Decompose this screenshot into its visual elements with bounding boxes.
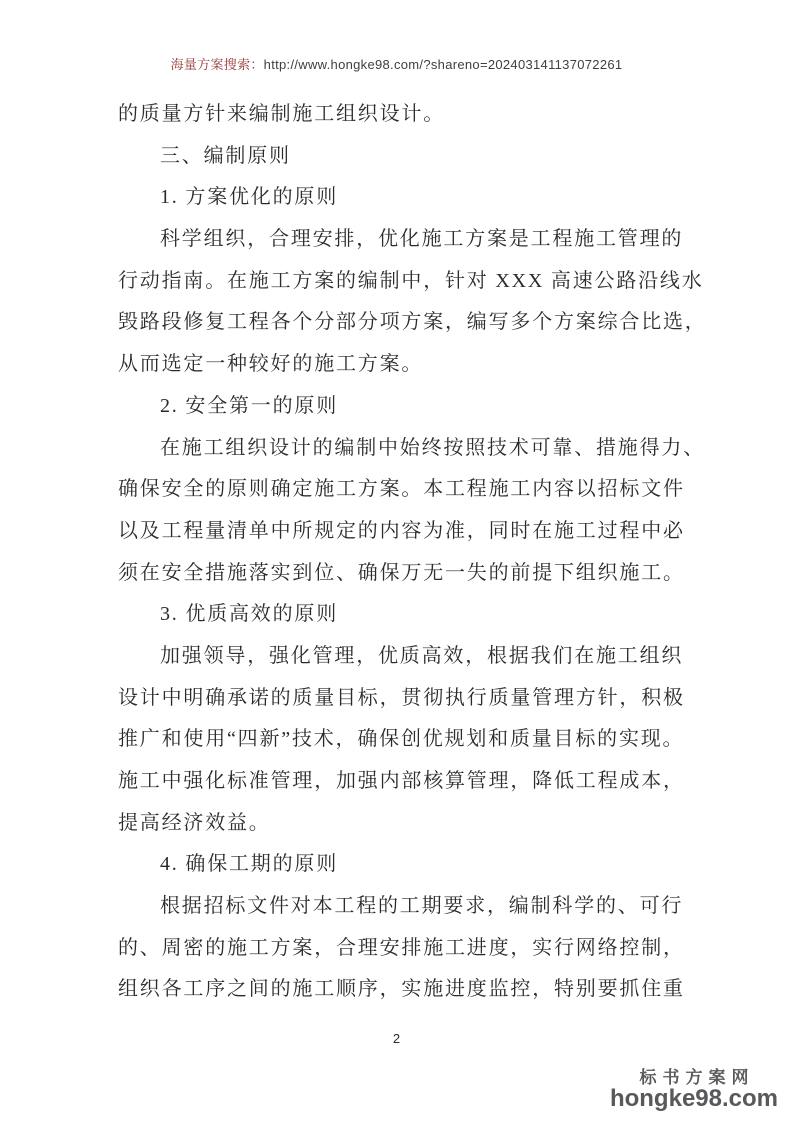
- body-line: 须在安全措施落实到位、确保万无一失的前提下组织施工。: [118, 561, 685, 584]
- body-line: 设计中明确承诺的质量目标，贯彻执行质量管理方针，积极: [118, 686, 685, 709]
- body-line: 毁路段修复工程各个分部分项方案，编写多个方案综合比选，: [118, 311, 707, 334]
- subsection-heading: 4. 确保工期的原则: [160, 853, 338, 876]
- body-line: 的质量方针来编制施工组织设计。: [118, 103, 445, 125]
- site-logo: [610, 1069, 778, 1111]
- site-logo-domain-text: hongke98.com: [609, 1085, 778, 1112]
- section-heading: 三、编制原则: [160, 144, 291, 167]
- header-share-url: http://www.hongke98.com/?shareno=202403141137072261: [263, 57, 623, 72]
- body-line: 科学组织，合理安排，优化施工方案是工程施工管理的: [160, 228, 684, 251]
- subsection-heading: 2. 安全第一的原则: [160, 394, 338, 417]
- body-line: 根据招标文件对本工程的工期要求，编制科学的、可行: [160, 895, 684, 918]
- site-logo-chinese-text: 标书方案网: [639, 1068, 755, 1087]
- subsection-heading: 3. 优质高效的原则: [160, 603, 338, 626]
- body-line: 在施工组织设计的编制中始终按照技术可靠、措施得力、: [160, 436, 705, 459]
- document-header: [0, 54, 793, 73]
- body-line: 推广和使用“四新”技术，确保创优规划和质量目标的实现。: [118, 728, 685, 751]
- body-line: 的、周密的施工方案，合理安排施工进度，实行网络控制，: [118, 936, 685, 959]
- body-line: 确保安全的原则确定施工方案。本工程施工内容以招标文件: [118, 478, 685, 501]
- header-search-label: 海量方案搜索：: [170, 57, 264, 72]
- body-line: 从而选定一种较好的施工方案。: [118, 353, 424, 376]
- body-line: 行动指南。在施工方案的编制中，针对 XXX 高速公路沿线水: [118, 269, 704, 292]
- page-number: 2: [392, 1031, 401, 1046]
- body-line: 加强领导，强化管理，优质高效，根据我们在施工组织: [160, 644, 684, 667]
- body-line: 组织各工序之间的施工顺序，实施进度监控，特别要抓住重: [118, 978, 685, 1001]
- subsection-heading: 1. 方案优化的原则: [160, 186, 338, 209]
- body-line: 施工中强化标准管理，加强内部核算管理，降低工程成本，: [118, 770, 685, 792]
- body-line: 以及工程量清单中所规定的内容为准，同时在施工过程中必: [118, 519, 685, 542]
- body-line: 提高经济效益。: [118, 811, 271, 834]
- document-body-text: [118, 94, 707, 1011]
